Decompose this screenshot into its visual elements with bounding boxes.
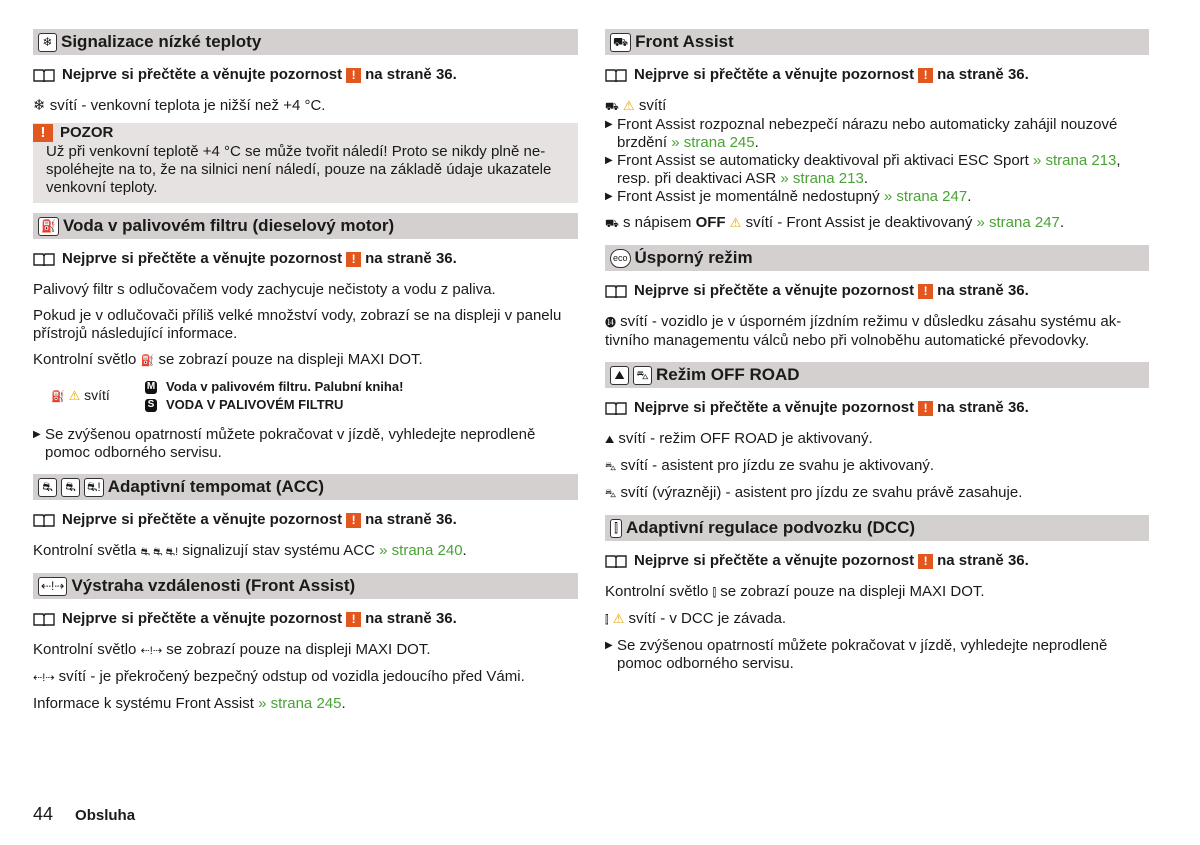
left-column (33, 29, 578, 721)
dcc-icon: ⫿ (712, 587, 717, 599)
page-number: 44 (33, 804, 54, 824)
warning-square-icon: ! (346, 612, 361, 627)
book-icon (33, 68, 55, 82)
warning-triangle-icon: ⚠ (623, 98, 635, 113)
list-item: ▶ Front Assist je momentálně nedostupný » strana 247. (605, 188, 972, 205)
paragraph: ⓮ svítí - vozidlo je v úsporném jízdním režimu v důsledku zásahu systému aktivního managementu válců nebo při volnoběhu automatické převodovky. (605, 313, 1122, 349)
page-footer (33, 805, 135, 825)
section-title: Výstraha vzdálenosti (Front Assist) (71, 576, 356, 595)
fuel-water-icon: ⛽ (51, 391, 65, 403)
section-title: Signalizace nízké teploty (61, 32, 262, 51)
arrow-bullet-icon: ▶ (605, 155, 613, 166)
right-column (605, 29, 1149, 673)
front-assist-line: ⛟ ⚠ svítí (605, 97, 667, 114)
distance-warning-icon: ⇠!⇢ (38, 577, 67, 596)
fuel-water-icon: ⛽ (140, 355, 155, 367)
page-link[interactable]: » strana 213 (1033, 152, 1117, 169)
maxi-dot-row: M Voda v palivovém filtru. Palubní kniha! (146, 379, 404, 394)
fuel-water-icon: ⛽ (38, 217, 59, 236)
eco-icon: eco (610, 249, 631, 268)
chapter-label: Obsluha (75, 807, 136, 824)
acc-icons: ⛐ ⛐ ⛐! (140, 546, 179, 558)
section-title: Front Assist (635, 32, 734, 51)
read-note: Nejprve si přečtěte a věnujte pozornost ! na straně 36. (605, 398, 1149, 418)
paragraph: Informace k systému Front Assist » strana 245. (33, 695, 346, 712)
warning-triangle-icon: ⚠ (68, 388, 81, 403)
warning-square-icon: ! (346, 513, 361, 528)
book-icon (605, 68, 627, 82)
offroad-icon: ⛰ (605, 434, 615, 446)
section-header-eco (605, 245, 1149, 271)
book-icon (33, 513, 55, 527)
front-assist-block (605, 97, 1149, 206)
paragraph: Kontrolní světla ⛐ ⛐ ⛐! signalizují stav systému ACC » strana 240. (33, 542, 467, 559)
list-item: ▶ Se zvýšenou opatrností můžete pokračovat v jízdě, vyhledejte neprodleně pomoc odborného servisu. (33, 426, 536, 461)
warning-square-icon: ! (346, 252, 361, 267)
segment-row: S VODA V PALIVOVÉM FILTRU (145, 396, 403, 414)
arrow-bullet-icon: ▶ (605, 119, 613, 130)
list-item: ▶ Front Assist se automaticky deaktivoval při aktivaci ESC Sport » strana 213, resp. při deaktivaci ASR » strana 213. (605, 152, 1121, 187)
warning-box (33, 123, 578, 203)
arrow-bullet-icon: ▶ (33, 429, 41, 440)
section-header-water-fuel (33, 213, 578, 239)
section-header-dcc (605, 515, 1149, 541)
section-title: Režim OFF ROAD (656, 365, 800, 384)
paragraph: Kontrolní světlo ⛽ se zobrazí pouze na displeji MAXI DOT. (33, 351, 423, 368)
warning-triangle-icon: ⚠ (729, 215, 742, 230)
paragraph: Kontrolní světlo ⇠!⇢ se zobrazí pouze na displeji MAXI DOT. (33, 641, 431, 658)
warning-text: Už při venkovní teplotě +4 °C se může tvořit náledí! Proto se nikdy plně nespoléhejte na to, že na silnici není náledí, pouze na základě údaje ukazatele venkovní teploty. (46, 143, 552, 196)
read-note: Nejprve si přečtěte a věnujte pozornost ! na straně 36. (605, 281, 1149, 301)
book-icon (33, 612, 55, 626)
acc-icon: ⛐ (38, 478, 57, 497)
paragraph: ⛍ svítí - asistent pro jízdu ze svahu je aktivovaný. (605, 457, 934, 474)
section-title: Adaptivní tempomat (ACC) (107, 477, 324, 496)
page-link[interactable]: » strana 247 (976, 214, 1060, 231)
read-note: Nejprve si přečtěte a věnujte pozornost ! na straně 36. (605, 551, 1149, 571)
warning-square-icon: ! (346, 68, 361, 83)
arrow-bullet-icon: ▶ (605, 191, 613, 202)
warning-square-icon: ! (918, 401, 933, 416)
paragraph: Kontrolní světlo ⫿ se zobrazí pouze na displeji MAXI DOT. (605, 583, 985, 600)
page-link[interactable]: » strana 245 (258, 695, 342, 712)
warning-square-icon: ! (918, 284, 933, 299)
section-title: Adaptivní regulace podvozku (DCC) (626, 518, 916, 537)
mini-left: ⛽ ⚠ svítí (51, 387, 110, 403)
paragraph: Pokud je v odlučovači příliš velké množství vody, zobrazí se na displeji v panelu přístrojů následující informace. (33, 307, 562, 342)
display-message-table (33, 378, 578, 414)
acc-warning-icon: ⛐! (84, 478, 104, 497)
book-icon (605, 401, 627, 415)
warning-triangle-icon: ⚠ (612, 611, 625, 626)
page-link[interactable]: » strana 247 (883, 188, 968, 205)
warning-box-header (33, 123, 578, 143)
snowflake-icon: ❄ (38, 33, 57, 52)
section-header-front-assist (605, 29, 1149, 55)
section-title: Voda v palivovém filtru (dieselový motor) (62, 216, 395, 235)
warning-square-icon: ! (918, 554, 933, 569)
read-note: Nejprve si přečtěte a věnujte pozornost ! na straně 36. (33, 510, 578, 530)
segment-badge: S (145, 399, 157, 412)
read-note: Nejprve si přečtěte a věnujte pozornost ! na straně 36. (33, 609, 578, 629)
read-note: Nejprve si přečtěte a věnujte pozornost ! na straně 36. (33, 249, 578, 269)
read-note (33, 65, 578, 85)
hill-descent-icon: ⛍ (605, 461, 617, 473)
section-header-distance-warning (33, 573, 578, 599)
section-header-offroad (605, 362, 1149, 388)
snowflake-icon: ❄ (33, 97, 46, 114)
front-assist-icon: ⛟ (605, 218, 619, 230)
distance-warning-icon: ⇠!⇢ (140, 645, 163, 657)
paragraph: ⫿ ⚠ svítí - v DCC je závada. (605, 610, 787, 627)
page-link[interactable]: » strana 240 (379, 542, 463, 559)
paragraph: ⛰ svítí - režim OFF ROAD je aktivovaný. (605, 430, 873, 447)
book-icon (33, 252, 55, 266)
page-link[interactable]: » strana 213 (780, 170, 864, 187)
warning-square-icon: ! (918, 68, 933, 83)
list-item: ▶ Front Assist rozpoznal nebezpečí nárazu nebo automaticky zahájil nouzové brzdění » strana 245. (605, 116, 1118, 151)
paragraph: Palivový filtr s odlučovačem vody zachycuje nečistoty a vodu z paliva. (33, 281, 496, 298)
low-temp-line: ❄ svítí - venkovní teplota je nižší než +4 °C. (33, 97, 326, 114)
front-assist-icon: ⛟ (610, 33, 631, 52)
dcc-icon: ⫿ (610, 519, 622, 538)
section-header-acc (33, 474, 578, 500)
read-note-page: na straně 36. (365, 66, 457, 83)
book-icon (605, 284, 627, 298)
paragraph: ⛍ svítí (výrazněji) - asistent pro jízdu ze svahu právě zasahuje. (605, 484, 1023, 501)
eco-icon: ⓮ (605, 317, 616, 329)
page-link[interactable]: » strana 245 (671, 134, 755, 151)
paragraph: ⇠!⇢ svítí - je překročený bezpečný odstup od vozidla jedoucího před Vámi. (33, 668, 525, 685)
offroad-icon: ⛰ (610, 366, 629, 385)
acc-active-icon: ⛐ (61, 478, 80, 497)
dcc-icon: ⫿ (605, 614, 609, 626)
list-item: ▶ Se zvýšenou opatrností můžete pokračovat v jízdě, vyhledejte neprodleně pomoc odborného servisu. (605, 637, 1108, 672)
paragraph: ⛟ s nápisem OFF ⚠ svítí - Front Assist je deaktivovaný » strana 247. (605, 214, 1065, 231)
maxi-dot-badge: M (146, 381, 156, 392)
hill-descent-icon: ⛍ (605, 488, 617, 500)
mini-right (145, 378, 403, 414)
front-assist-icon: ⛟ (605, 101, 619, 113)
book-icon (605, 554, 627, 568)
section-header-low-temp (33, 29, 578, 55)
read-note: Nejprve si přečtěte a věnujte pozornost ! na straně 36. (605, 65, 1149, 85)
hill-descent-icon: ⛍ (633, 366, 652, 385)
section-title: Úsporný režim (634, 248, 753, 267)
warning-title: POZOR (60, 124, 114, 141)
distance-warning-icon: ⇠!⇢ (33, 672, 55, 684)
read-note-text: Nejprve si přečtěte a věnujte pozornost (62, 66, 343, 83)
arrow-bullet-icon: ▶ (605, 640, 613, 651)
off-label: OFF (695, 214, 726, 231)
warning-icon: ! (33, 124, 53, 142)
